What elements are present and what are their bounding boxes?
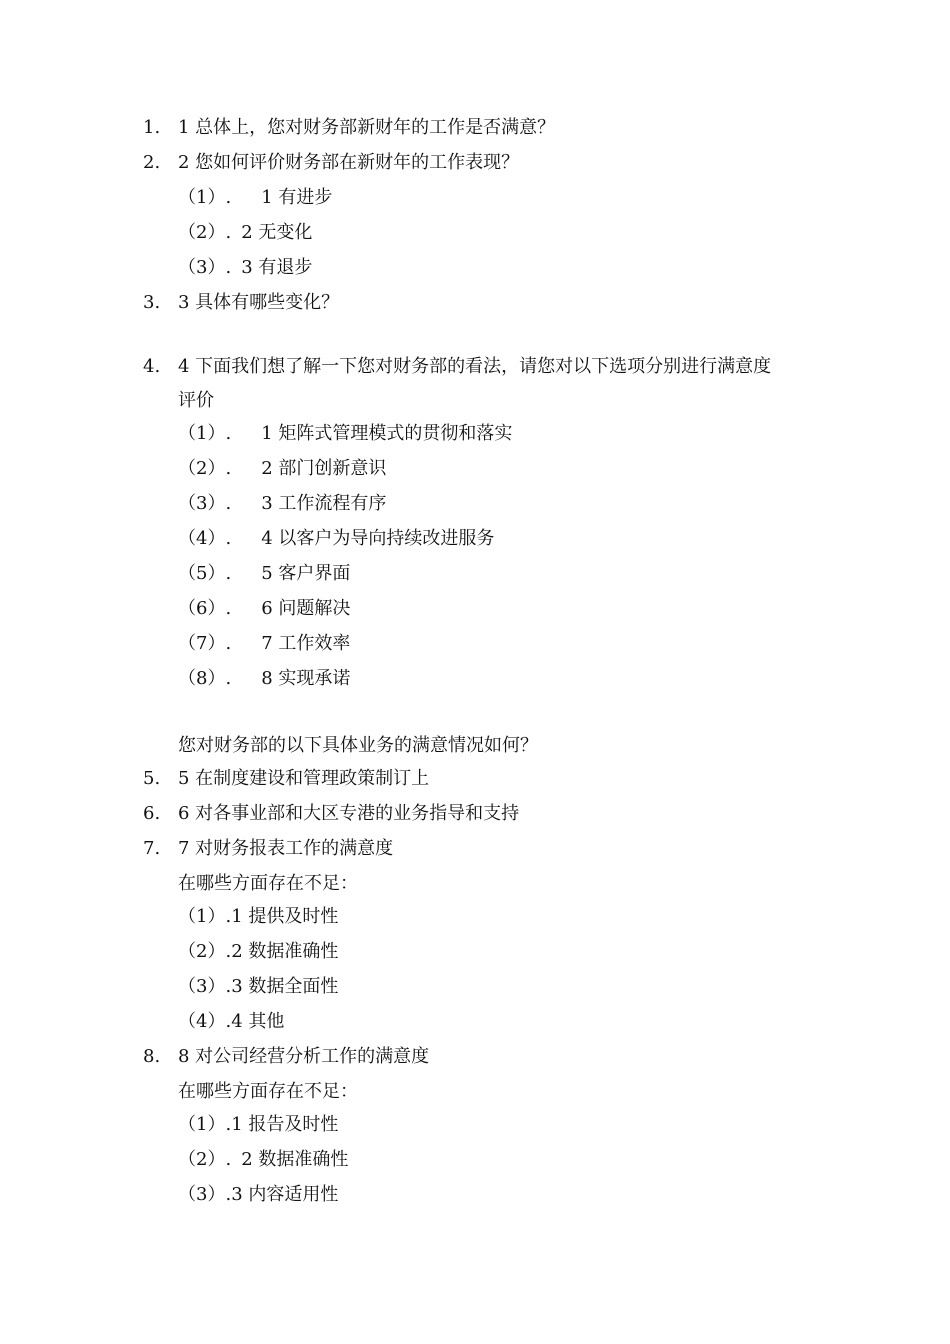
question-text: 7 对财务报表工作的满意度 [178,838,394,859]
question-number: 6. [143,803,161,824]
question-number: 8. [143,1046,161,1067]
followup-text: 在哪些方面存在不足： [178,1081,358,1102]
option-marker: （7）. [178,633,232,654]
option-text: 2 数据准确性 [241,1149,349,1170]
followup-text: 在哪些方面存在不足： [178,873,358,894]
option-text: 1 报告及时性 [231,1114,339,1135]
question-text: 3 具体有哪些变化？ [178,292,340,313]
option-marker: （2）. [178,1149,232,1170]
option-marker: （2）. [178,941,232,962]
option-marker: （8）. [178,668,232,689]
question-text: 2 您如何评价财务部在新财年的工作表现？ [178,152,520,173]
option-marker: （1）. [178,187,232,208]
option-marker: （4）. [178,1011,232,1032]
option-text: 1 提供及时性 [231,906,339,927]
option-text: 6 问题解决 [261,598,351,619]
question-number: 1. [143,117,161,138]
option-marker: （4）. [178,528,232,549]
option-text: 1 矩阵式管理模式的贯彻和落实 [261,423,513,444]
option-marker: （3）. [178,976,232,997]
option-marker: （5）. [178,563,232,584]
option-text: 3 有退步 [241,257,313,278]
option-marker: （6）. [178,598,232,619]
option-text: 4 其他 [231,1011,285,1032]
option-text: 3 内容适用性 [231,1184,339,1205]
option-text: 4 以客户为导向持续改进服务 [261,528,495,549]
option-marker: （2）. [178,222,232,243]
question-text: 评价 [178,390,214,411]
intro-text: 您对财务部的以下具体业务的满意情况如何？ [178,735,538,756]
question-number: 7. [143,838,161,859]
option-text: 5 客户界面 [261,563,351,584]
option-text: 2 部门创新意识 [261,458,387,479]
question-text: 8 对公司经营分析工作的满意度 [178,1046,430,1067]
option-text: 2 数据准确性 [231,941,339,962]
option-marker: （3）. [178,493,232,514]
question-text: 6 对各事业部和大区专港的业务指导和支持 [178,803,520,824]
question-number: 5. [143,768,161,789]
question-number: 2. [143,152,161,173]
option-marker: （1）. [178,906,232,927]
question-number: 4. [143,356,161,377]
option-text: 1 有进步 [261,187,333,208]
option-text: 3 工作流程有序 [261,493,387,514]
question-number: 3. [143,292,161,313]
option-marker: （3）. [178,1184,232,1205]
option-marker: （1）. [178,423,232,444]
question-text: 5 在制度建设和管理政策制订上 [178,768,430,789]
option-marker: （3）. [178,257,232,278]
option-text: 3 数据全面性 [231,976,339,997]
option-marker: （2）. [178,458,232,479]
question-text: 4 下面我们想了解一下您对财务部的看法，请您对以下选项分别进行满意度 [178,356,772,377]
option-text: 8 实现承诺 [261,668,351,689]
option-text: 7 工作效率 [261,633,351,654]
option-marker: （1）. [178,1114,232,1135]
question-text: 1 总体上，您对财务部新财年的工作是否满意？ [178,117,556,138]
option-text: 2 无变化 [241,222,313,243]
